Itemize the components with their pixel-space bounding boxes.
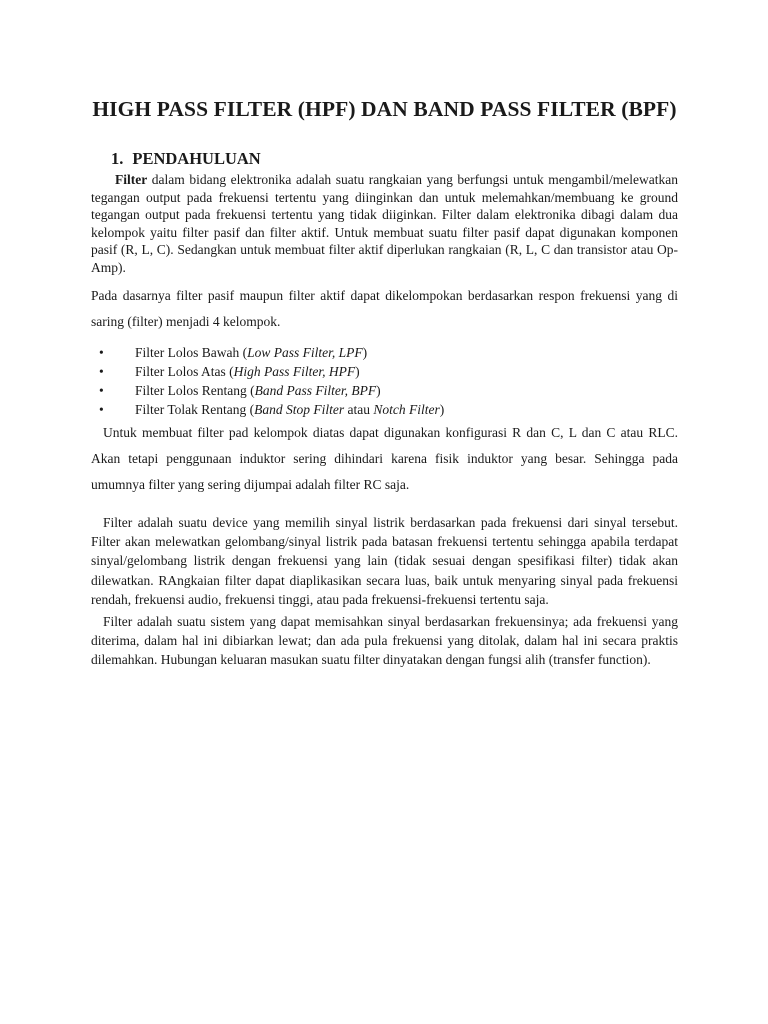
paragraph-intro-lead: Filter: [115, 172, 148, 187]
list-item: • Filter Tolak Rentang (Band Stop Filter atau Notch Filter): [99, 401, 445, 417]
paragraph-filter-definition: Filter adalah suatu device yang memilih sinyal listrik berdasarkan pada frekuensi dari sinyal tersebut. Filter akan melewatkan gelombang/sinyal listrik pada batasan frekuensi tertentu sehingga apabila terdapat sinyal/gelombang listrik dengan frekuensi yang lain (tidak sesuai dengan spesifikasi filter) tidak akan dilewatkan. RAngkaian filter dapat diaplikasikan secara luas, baik untuk menyaring sinyal pada frekuensi rendah, frekuensi audio, frekuensi tinggi, atau pada frekuensi-frekuensi tertentu saja.: [91, 514, 678, 608]
bullet-icon: •: [99, 382, 104, 398]
list-item: • Filter Lolos Rentang (Band Pass Filter, BPF): [99, 382, 381, 398]
bullet-icon: •: [99, 401, 104, 417]
document-page: [91, 93, 678, 670]
paragraph-classification: Pada dasarnya filter pasif maupun filter aktif dapat dikelompokan berdasarkan respon frekuensi yang di saring (filter) menjadi 4 kelompok.: [91, 287, 678, 329]
paragraph-intro: [91, 171, 678, 277]
section-number: 1.: [111, 149, 124, 168]
bullet-icon: •: [99, 363, 104, 379]
section-heading: [111, 148, 678, 170]
paragraph-rc-filter: Untuk membuat filter pad kelompok diatas dapat digunakan konfigurasi R dan C, L dan C atau RLC. Akan tetapi penggunaan induktor sering dihindari karena fisik induktor yang besar. Sehingga pada umumnya filter yang sering dijumpai adalah filter RC saja.: [91, 424, 678, 492]
document-title: HIGH PASS FILTER (HPF) DAN BAND PASS FILTER (BPF): [92, 97, 677, 121]
paragraph-intro-text: dalam bidang elektronika adalah suatu rangkaian yang berfungsi untuk mengambil/melewatkan tegangan output pada frekuensi tertentu yang diinginkan dan untuk melemahkan/membuang ke ground tegangan output pada frekuensi tertentu yang tidak diiginkan. Filter dalam elektronika dibagi dalam dua kelompok yaitu filter pasif dan filter aktif. Untuk membuat suatu filter pasif dapat digunakan komponen pasif (R, L, C). Sedangkan untuk membuat filter aktif diperlukan rangkaian (R, L, C dan transistor atau Op-Amp).: [91, 172, 678, 275]
bullet-icon: •: [99, 344, 104, 360]
paragraph-transfer-function: Filter adalah suatu sistem yang dapat memisahkan sinyal berdasarkan frekuensinya; ada frekuensi yang diterima, dalam hal ini dibiarkan lewat; dan ada pula frekuensi yang ditolak, dalam hal ini secara praktis dilemahkan. Hubungan keluaran masukan suatu filter dinyatakan dengan fungsi alih (transfer function).: [91, 613, 678, 668]
list-item: • Filter Lolos Bawah (Low Pass Filter, LPF): [99, 344, 368, 360]
filter-type-list: [91, 343, 678, 419]
section-title: PENDAHULUAN: [132, 149, 261, 168]
list-item: • Filter Lolos Atas (High Pass Filter, HPF): [99, 363, 360, 379]
